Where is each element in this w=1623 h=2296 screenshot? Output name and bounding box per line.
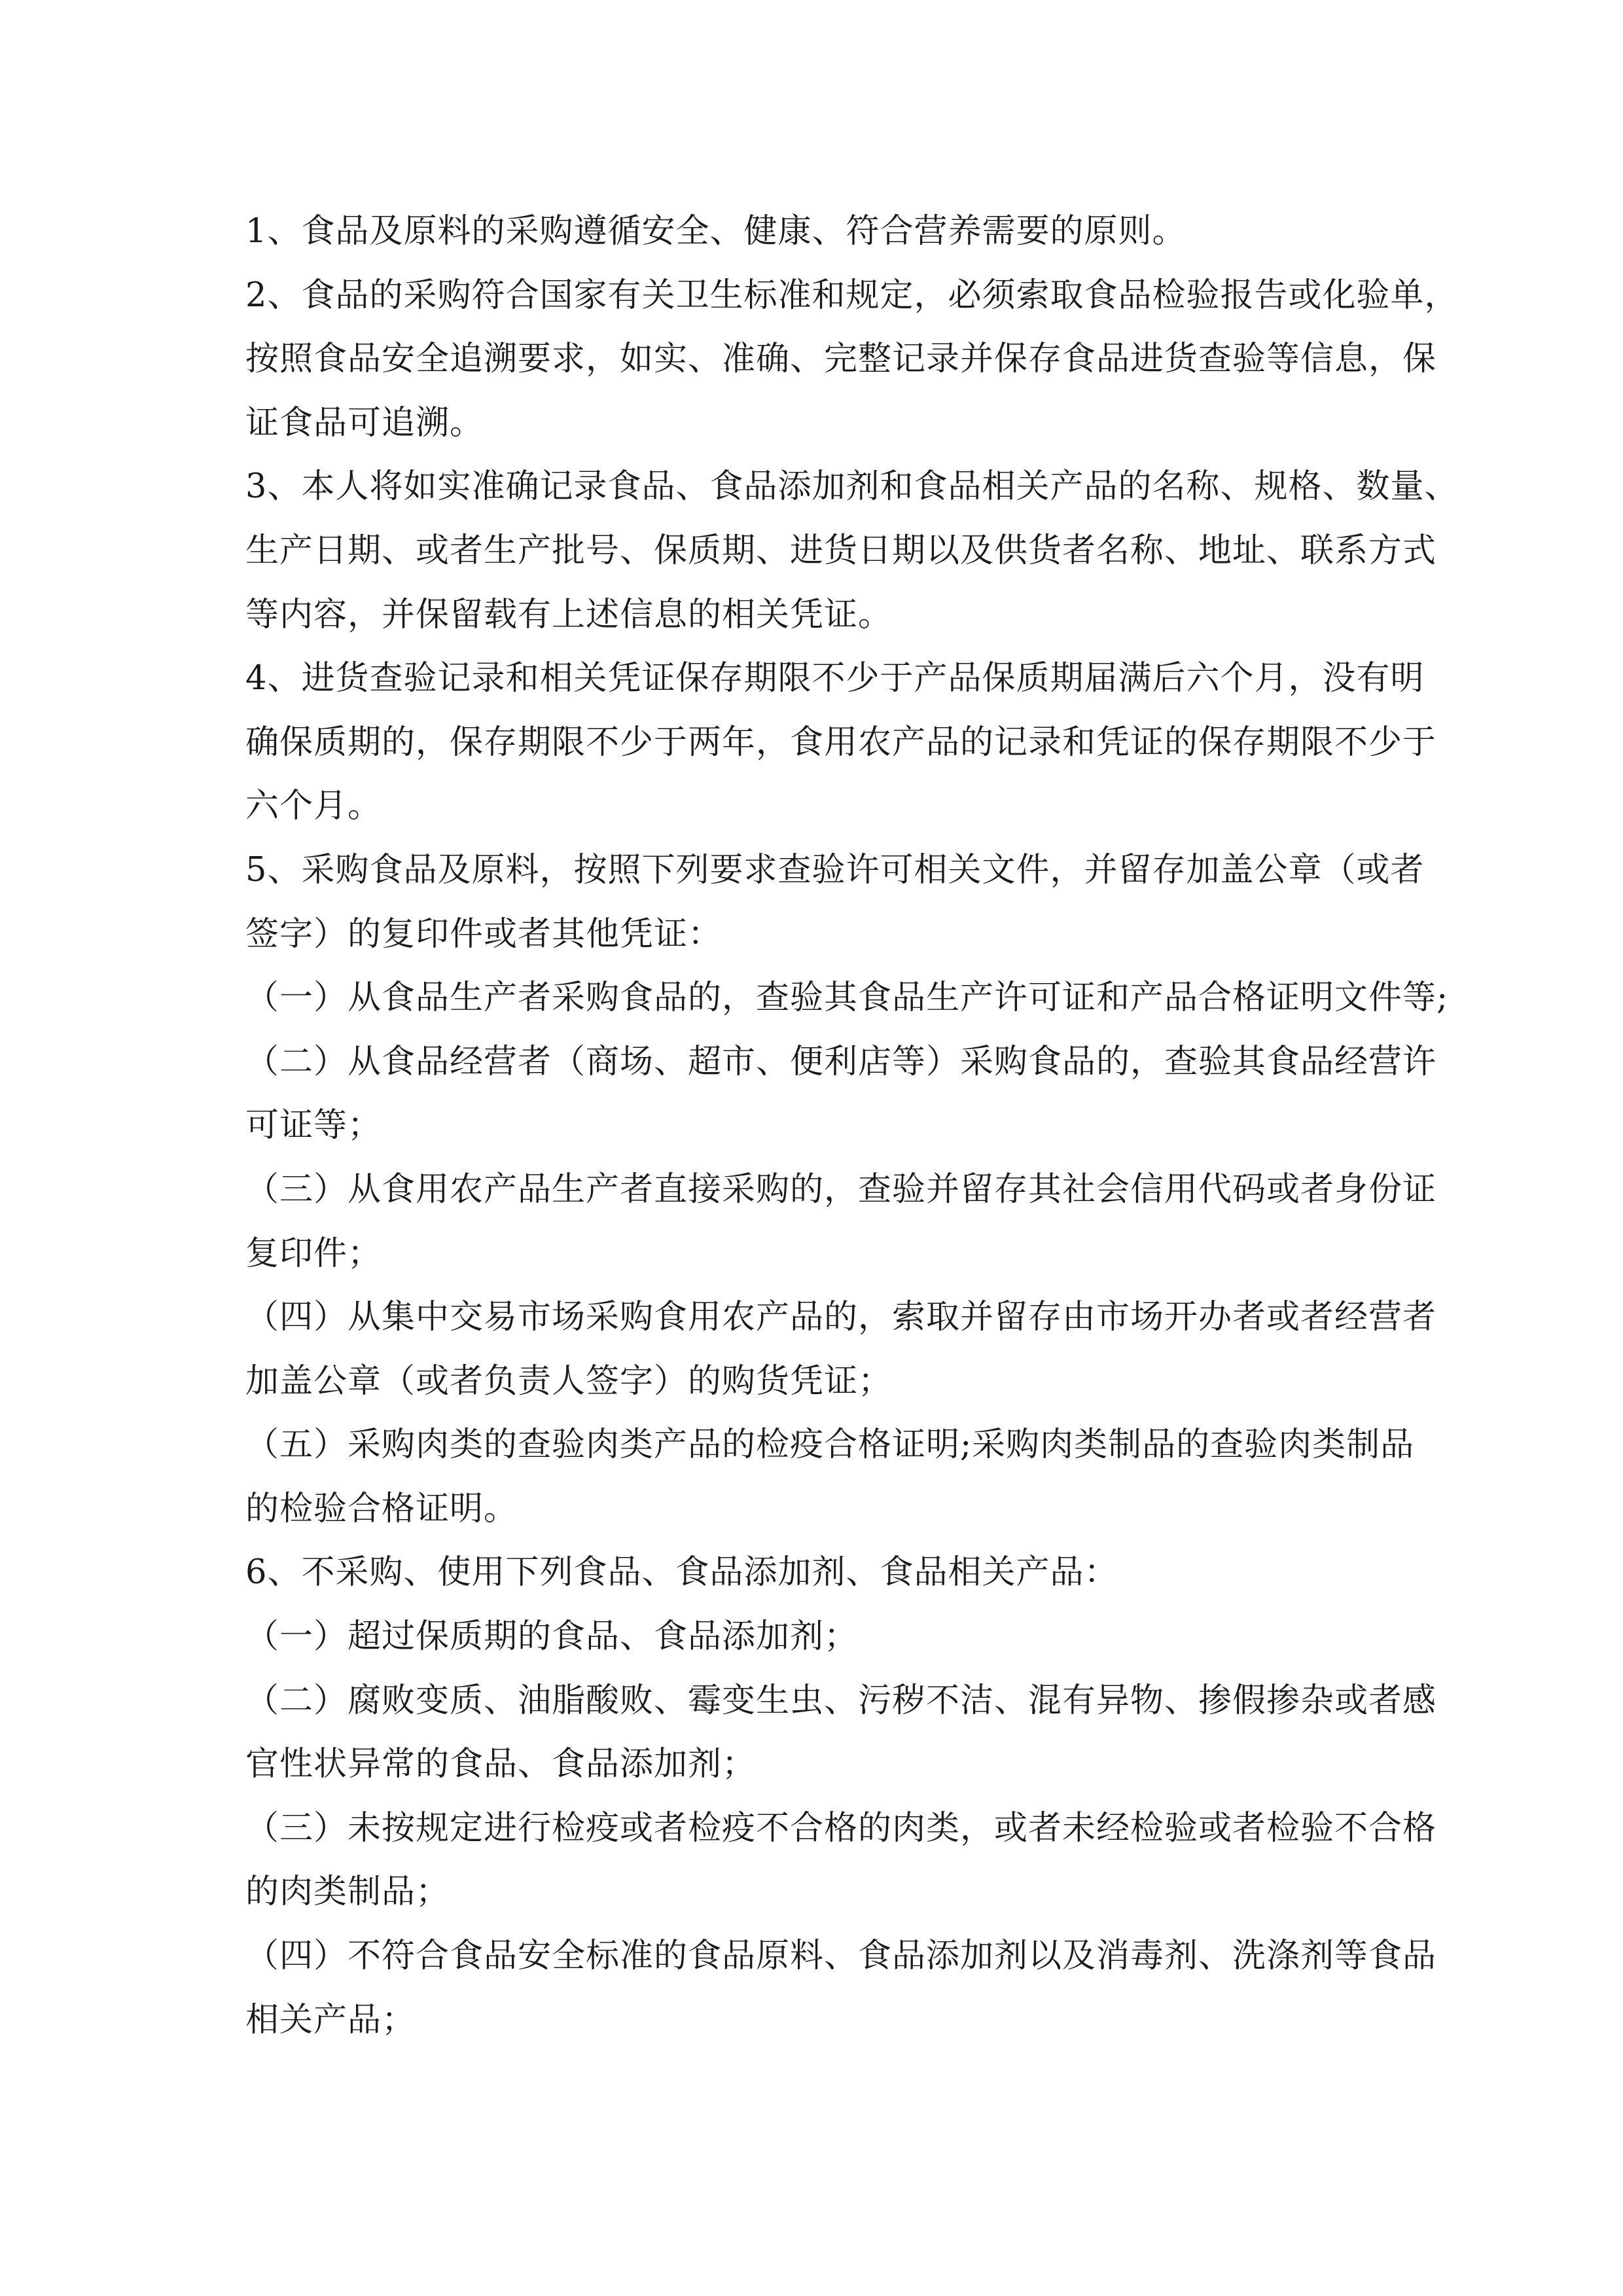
text-line: 5、采购食品及原料，按照下列要求查验许可相关文件，并留存加盖公章（或者 — [245, 850, 1425, 889]
text-line: （三）从食用农产品生产者直接采购的，查验并留存其社会信用代码或者身份证 — [245, 1170, 1437, 1209]
text-line: 2、食品的采购符合国家有关卫生标准和规定，必须索取食品检验报告或化验单， — [245, 276, 1459, 315]
text-line: 等内容，并保留载有上述信息的相关凭证。 — [245, 595, 893, 634]
text-line: 加盖公章（或者负责人签字）的购货凭证； — [245, 1361, 893, 1401]
text-line: （二）腐败变质、油脂酸败、霉变生虫、污秽不洁、混有异物、掺假掺杂或者感 — [245, 1681, 1437, 1720]
text-line: 的肉类制品； — [245, 1873, 450, 1912]
text-line: （四）不符合食品安全标准的食品原料、食品添加剂以及消毒剂、洗涤剂等食品 — [245, 1937, 1437, 1976]
text-line: 生产日期、或者生产批号、保质期、进货日期以及供货者名称、地址、联系方式 — [245, 531, 1437, 570]
document-body — [245, 200, 1459, 2052]
text-line: （一）从食品生产者采购食品的，查验其食品生产许可证和产品合格证明文件等; — [245, 978, 1449, 1018]
text-line: 的检验合格证明。 — [245, 1489, 518, 1528]
text-line: 六个月。 — [245, 787, 382, 826]
text-line: （三）未按规定进行检疫或者检疫不合格的肉类，或者未经检验或者检验不合格 — [245, 1808, 1437, 1848]
text-line: （五）采购肉类的查验肉类产品的检疫合格证明;采购肉类制品的查验肉类制品 — [245, 1426, 1415, 1465]
text-line: 证食品可追溯。 — [245, 403, 484, 442]
text-line: 相关产品； — [245, 2000, 416, 2039]
text-line: 可证等； — [245, 1106, 382, 1145]
text-line: 6、不采购、使用下列食品、食品添加剂、食品相关产品： — [245, 1553, 1118, 1592]
text-line: 按照食品安全追溯要求，如实、准确、完整记录并保存食品进货查验等信息，保 — [245, 340, 1437, 379]
text-line: 3、本人将如实准确记录食品、食品添加剂和食品相关产品的名称、规格、数量、 — [245, 467, 1459, 507]
text-line: （一）超过保质期的食品、食品添加剂； — [245, 1617, 859, 1657]
text-line: 1、食品及原料的采购遵循安全、健康、符合营养需要的原则。 — [245, 212, 1186, 251]
text-line: （四）从集中交易市场采购食用农产品的，索取并留存由市场开办者或者经营者 — [245, 1298, 1437, 1337]
text-line: 签字）的复印件或者其他凭证： — [245, 914, 722, 954]
text-line: （二）从食品经营者（商场、超市、便利店等）采购食品的，查验其食品经营许 — [245, 1042, 1437, 1081]
text-line: 官性状异常的食品、食品添加剂； — [245, 1745, 757, 1784]
text-line: 4、进货查验记录和相关凭证保存期限不少于产品保质期届满后六个月，没有明 — [245, 659, 1425, 698]
text-line: 复印件； — [245, 1234, 382, 1273]
text-line: 确保质期的，保存期限不少于两年，食用农产品的记录和凭证的保存期限不少于 — [245, 723, 1437, 762]
